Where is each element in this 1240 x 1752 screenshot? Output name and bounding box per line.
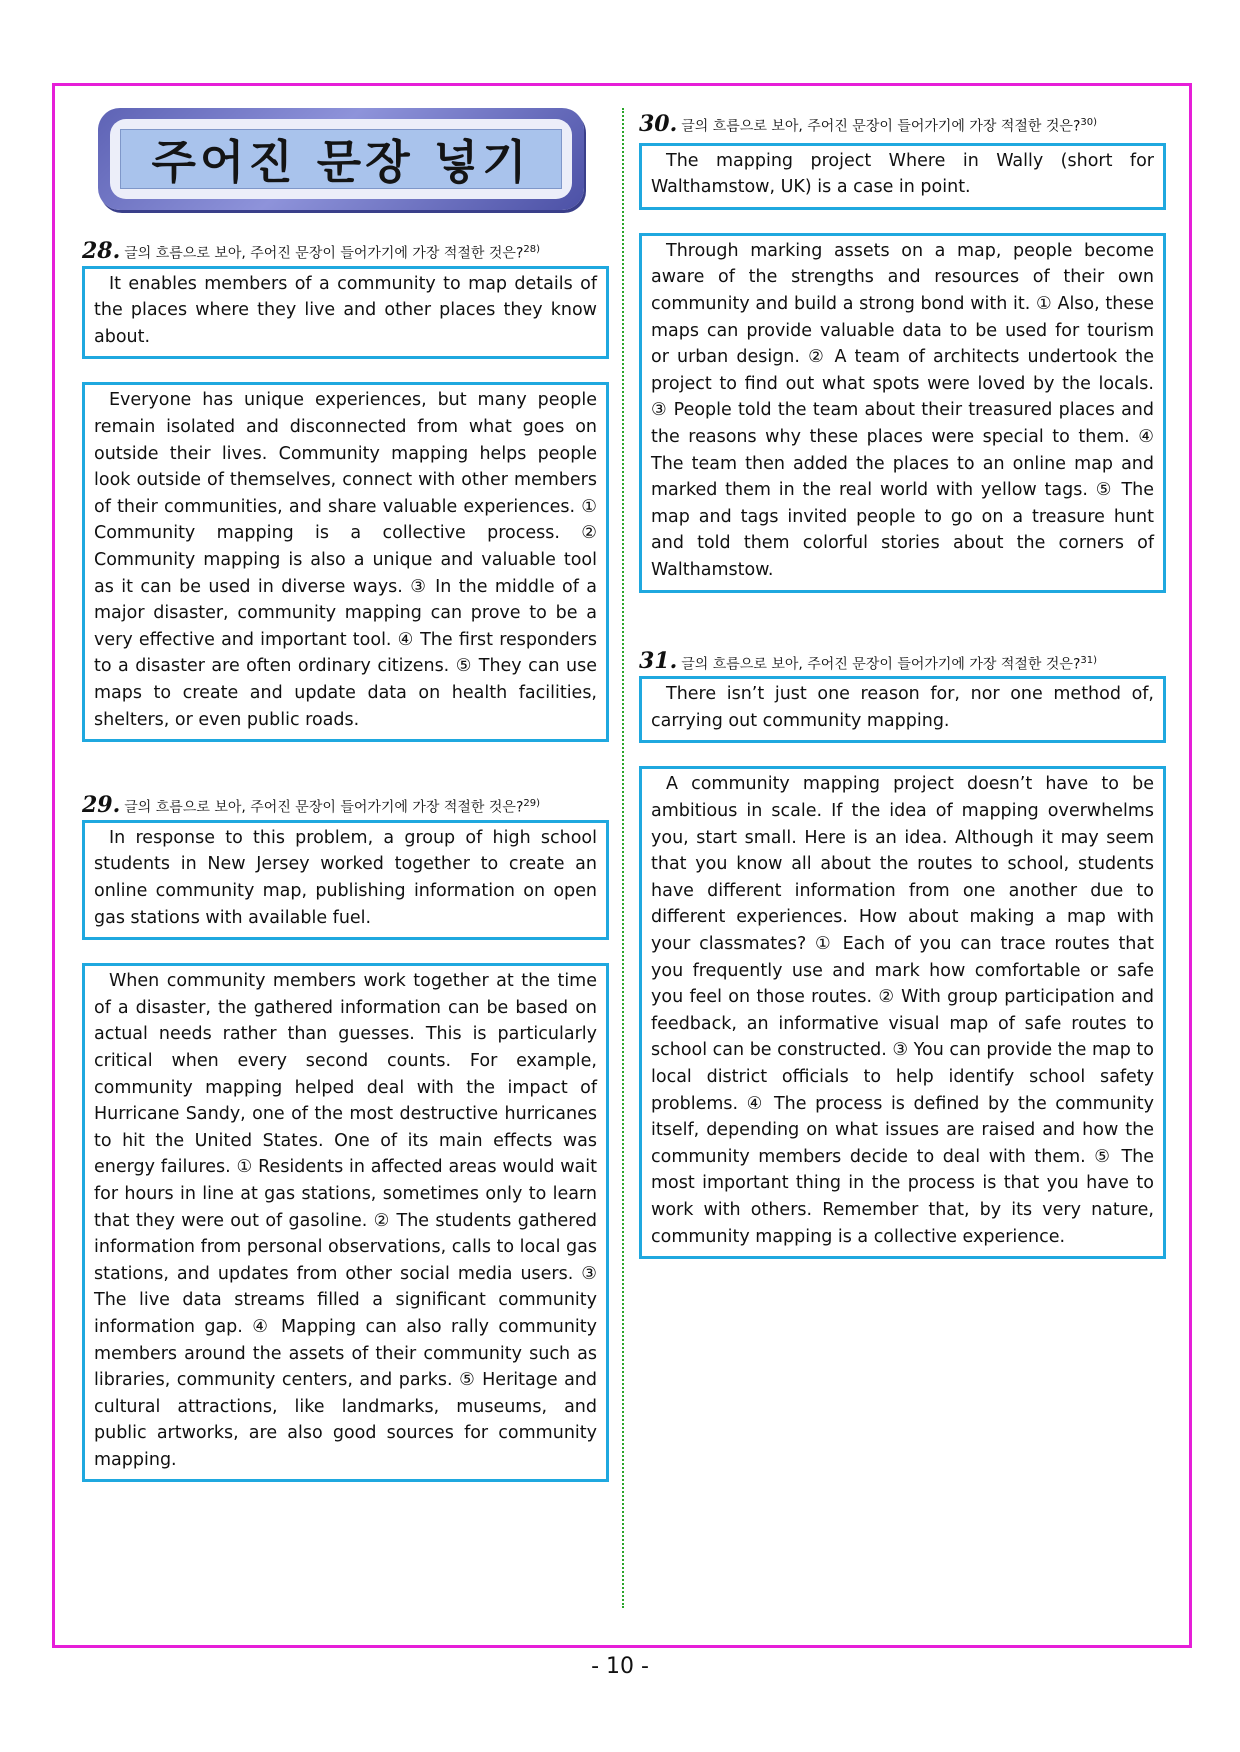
given-sentence: There isn’t just one reason for, nor one method of, carrying out community mapping. (651, 684, 1154, 731)
passage-box (639, 233, 1166, 593)
footnote-marker: 29) (523, 798, 541, 810)
right-column (639, 110, 1166, 1259)
question-number: 29. (82, 791, 121, 818)
question-prompt: 글의 흐름으로 보아, 주어진 문장이 들어가기에 가장 적절한 것은? (124, 799, 524, 816)
given-sentence: It enables members of a community to map details of the places where they live and other places they know about. (94, 273, 597, 347)
question-prompt: 글의 흐름으로 보아, 주어진 문장이 들어가기에 가장 적절한 것은? (681, 118, 1081, 135)
given-sentence-box (82, 820, 609, 940)
given-sentence: The mapping project Where in Wally (short for Walthamstow, UK) is a case in point. (651, 150, 1154, 198)
title-banner-inner (110, 119, 572, 199)
page-title: 주어진 문장 넣기 (151, 135, 531, 189)
question-29-header (82, 791, 609, 818)
passage-text: A community mapping project doesn’t have to be ambitious in scale. If the idea of mapping overwhelms you, start small. Here is an idea. Although it may seem that you know all about the routes to school, students have different information from one another due to different experiences. How about making a map with your classmates? ① Each of you can trace routes that you frequently use and mark how comfortable or safe you feel on those routes. ② With group participation and feedback, an informative visual map of safe routes to school can be constructed. ③ You can provide the map to local district officials to help identify school safety problems. ④ The process is defined by the community itself, depending on what issues are raised and how the community members decide to deal with them. ⑤ The most important thing in the process is that you have to work with others. Remember that, by its very nature, community mapping is a collective experience. (651, 774, 1154, 1247)
question-number: 30. (639, 110, 678, 137)
passage-text: Everyone has unique experiences, but many people remain isolated and disconnected from what goes on outside their lives. Community mapping helps people look outside of themselves, connect with other members of their communities, and share valuable experiences. ① Community mapping is a collective process. ② Community mapping is also a unique and valuable tool as it can be used in diverse ways. ③ In the middle of a major disaster, community mapping can prove to be a very effective and important tool. ④ The first responders to a disaster are often ordinary citizens. ⑤ They can use maps to create and update data on health facilities, shelters, or even public roads. (94, 390, 597, 730)
given-sentence: In response to this problem, a group of high school students in New Jersey worked together to create an online community map, publishing information on open gas stations with available fuel. (94, 827, 597, 928)
title-banner (98, 108, 584, 210)
column-divider (622, 108, 624, 1608)
question-number: 31. (639, 648, 678, 675)
question-28-header (82, 237, 609, 264)
passage-text: Through marking assets on a map, people become aware of the strengths and resources of their own community and build a strong bond with it. ① Also, these maps can provide valuable data to be used for tourism or urban design. ② A team of architects undertook the project to find out what spots were loved by the locals. ③ People told the team about their treasured places and the reasons why these places were special to them. ④ The team then added the places to an online map and marked them in the real world with yellow tags. ⑤ The map and tags invited people to go on a treasure hunt and told them colorful stories about the corners of Walthamstow. (651, 240, 1154, 580)
passage-box (639, 766, 1166, 1259)
left-column (82, 108, 609, 1482)
passage-box (82, 963, 609, 1482)
question-prompt: 글의 흐름으로 보아, 주어진 문장이 들어가기에 가장 적절한 것은? (124, 245, 524, 262)
given-sentence-box (82, 266, 609, 360)
given-sentence-box (639, 143, 1166, 210)
question-number: 28. (82, 237, 121, 264)
title-plate (120, 129, 562, 189)
given-sentence-box (639, 676, 1166, 743)
question-prompt: 글의 흐름으로 보아, 주어진 문장이 들어가기에 가장 적절한 것은? (681, 656, 1081, 673)
footnote-marker: 30) (1080, 117, 1098, 128)
question-31-header (639, 648, 1166, 675)
passage-text: When community members work together at the time of a disaster, the gathered information can be based on actual needs rather than guesses. This is particularly critical when every second counts. For example, community mapping helped deal with the impact of Hurricane Sandy, one of the most destructive hurricanes to hit the United States. One of its main effects was energy failures. ① Residents in affected areas would wait for hours in line at gas stations, sometimes only to learn that they were out of gasoline. ② The students gathered information from personal observations, calls to local gas stations, and updates from other social media users. ③ The live data streams filled a significant community information gap. ④ Mapping can also rally community members around the assets of their community such as libraries, community centers, and parks. ⑤ Heritage and cultural attractions, like landmarks, museums, and public artworks, are also good sources for community mapping. (94, 971, 597, 1470)
footnote-marker: 31) (1080, 654, 1098, 666)
passage-box (82, 382, 609, 742)
page-number: - 10 - (591, 1654, 649, 1679)
footnote-marker: 28) (523, 244, 541, 255)
question-30-header (639, 110, 1166, 137)
